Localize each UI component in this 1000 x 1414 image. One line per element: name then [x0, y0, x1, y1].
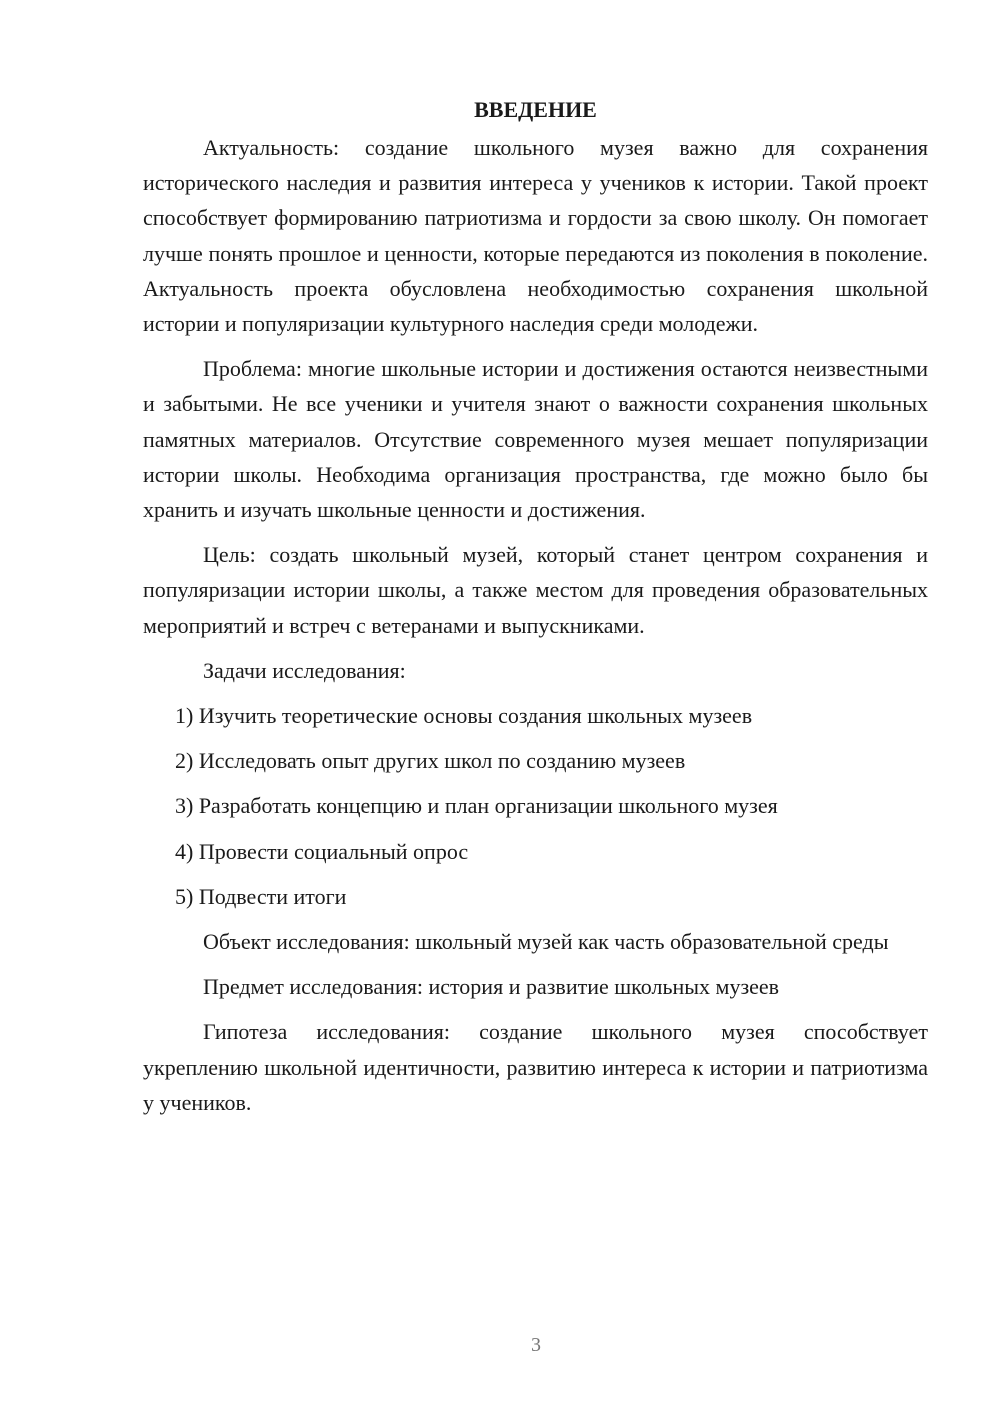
tasks-heading: Задачи исследования:	[203, 657, 406, 683]
task-item-1: 1) Изучить теоретические основы создания школьных музеев	[175, 703, 753, 729]
paragraph-subject: Предмет исследования: история и развитие школьных музеев	[203, 974, 780, 1000]
document-page	[143, 92, 928, 1130]
page-number: 3	[531, 1334, 541, 1356]
task-item-2: 2) Исследовать опыт других школ по созданию музеев	[175, 748, 686, 774]
paragraph-relevance: Актуальность: создание школьного музея важно для сохранения исторического наследия и развития интереса у учеников к истории. Такой проект способствует формированию патриотизма и гордости за свою школу. Он помогает лучше понять прошлое и ценности, которые передаются из поколения в поколение. Актуальность проекта обусловлена необходимостью сохранения школьной истории и популяризации культурного наследия среди молодежи.	[143, 135, 928, 337]
paragraph-problem: Проблема: многие школьные истории и достижения остаются неизвестными и забытыми. Не все ученики и учителя знают о важности сохранения школьных памятных материалов. Отсутствие современного музея мешает популяризации истории школы. Необходима организация пространства, где можно было бы хранить и изучать школьные ценности и достижения.	[143, 356, 928, 523]
section-title: ВВЕДЕНИЕ	[474, 97, 597, 122]
paragraph-goal: Цель: создать школьный музей, который станет центром сохранения и популяризации истории школы, а также местом для проведения образовательных мероприятий и встреч с ветеранами и выпускниками.	[143, 542, 928, 638]
paragraph-object: Объект исследования: школьный музей как часть образовательной среды	[203, 929, 889, 955]
task-item-3: 3) Разработать концепцию и план организации школьного музея	[175, 793, 778, 819]
task-item-4: 4) Провести социальный опрос	[175, 838, 469, 864]
paragraph-hypothesis: Гипотеза исследования: создание школьного музея способствует укреплению школьной идентичности, развитию интереса к истории и патриотизма у учеников.	[143, 1019, 928, 1115]
task-item-5: 5) Подвести итоги	[175, 883, 347, 909]
